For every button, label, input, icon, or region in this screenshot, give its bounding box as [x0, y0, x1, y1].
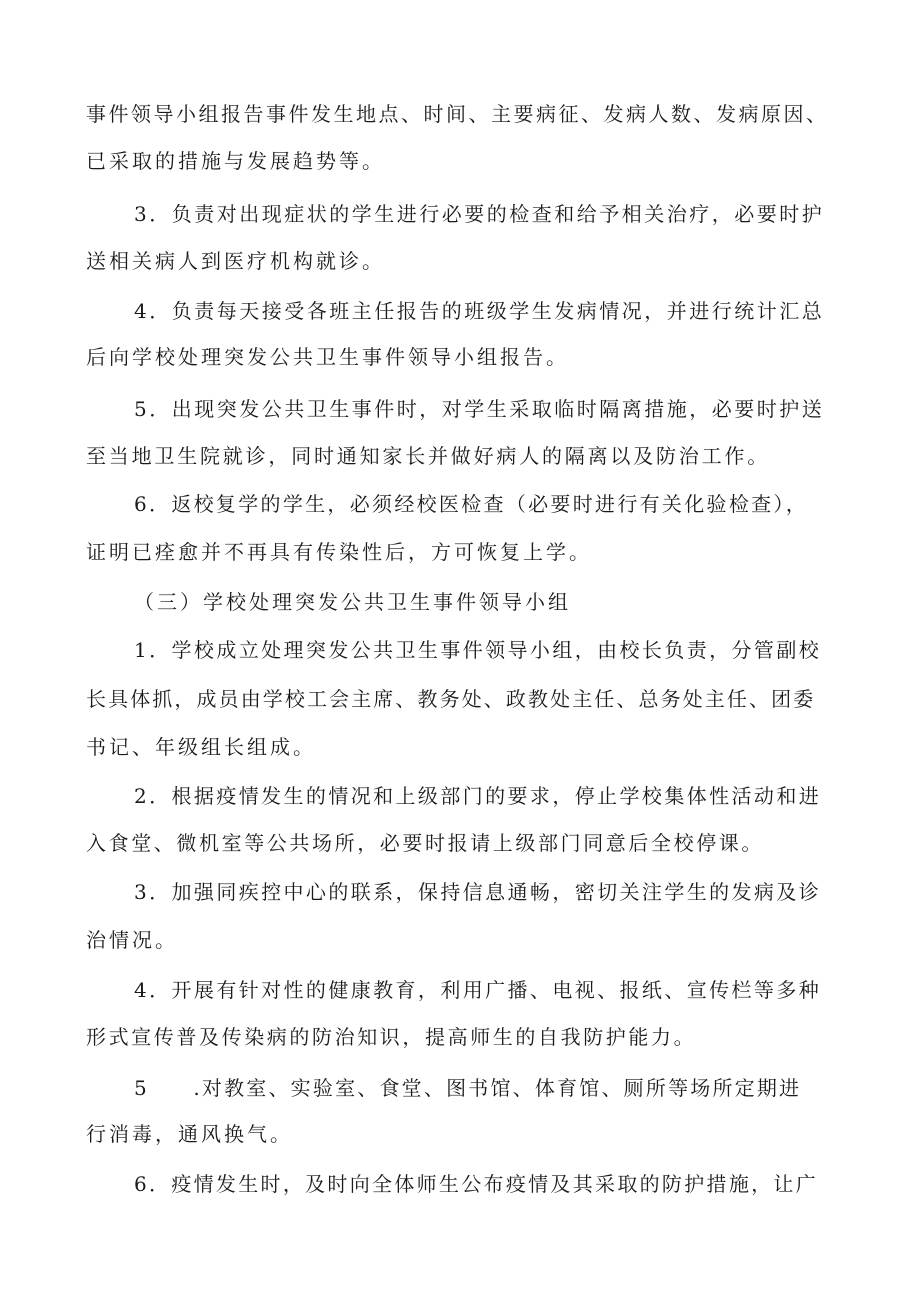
text-line: 送相关病人到医疗机构就诊。	[86, 249, 385, 273]
text-line: 书记、年级组长组成。	[86, 735, 316, 759]
text-line: 5．出现突发公共卫生事件时，对学生采取临时隔离措施，必要时护送	[134, 397, 825, 421]
text-line: 入食堂、微机室等公共场所，必要时报请上级部门同意后全校停课。	[86, 831, 764, 855]
text-line: 治情况。	[86, 928, 178, 952]
text-line: 3．负责对出现症状的学生进行必要的检查和给予相关治疗，必要时护	[134, 202, 825, 226]
text-line: 后向学校处理突发公共卫生事件领导小组报告。	[86, 345, 569, 369]
text-line: 5 .对教室、实验室、食堂、图书馆、体育馆、厕所等场所定期进	[134, 1076, 802, 1100]
text-line: 事件领导小组报告事件发生地点、时间、主要病征、发病人数、发病原因、	[86, 102, 829, 126]
text-line: 1．学校成立处理突发公共卫生事件领导小组，由校长负责，分管副校	[134, 638, 822, 662]
section-heading: （三）学校处理突发公共卫生事件领导小组	[134, 590, 571, 614]
text-line: 已采取的措施与发展趋势等。	[86, 149, 385, 173]
text-line: 行消毒，通风换气。	[86, 1122, 293, 1146]
text-line: 4．开展有针对性的健康教育，利用广播、电视、报纸、宣传栏等多种	[134, 978, 822, 1002]
text-line: 形式宣传普及传染病的防治知识，提高师生的自我防护能力。	[86, 1025, 697, 1049]
text-line: 至当地卫生院就诊，同时通知家长并做好病人的隔离以及防治工作。	[86, 444, 770, 468]
text-line: 6．返校复学的学生，必须经校医检查（必要时进行有关化验检查），	[134, 492, 809, 516]
text-line: 6．疫情发生时，及时向全体师生公布疫情及其采取的防护措施，让广	[134, 1172, 819, 1196]
text-line: 长具体抓，成员由学校工会主席、教务处、政教处主任、总务处主任、团委	[86, 687, 816, 711]
text-line: 证明已痊愈并不再具有传染性后，方可恢复上学。	[86, 540, 592, 564]
text-line: 3．加强同疾控中心的联系，保持信息通畅，密切关注学生的发病及诊	[134, 880, 822, 904]
text-line: 4．负责每天接受各班主任报告的班级学生发病情况，并进行统计汇总	[134, 299, 825, 323]
text-line: 2．根据疫情发生的情况和上级部门的要求，停止学校集体性活动和进	[134, 784, 822, 808]
